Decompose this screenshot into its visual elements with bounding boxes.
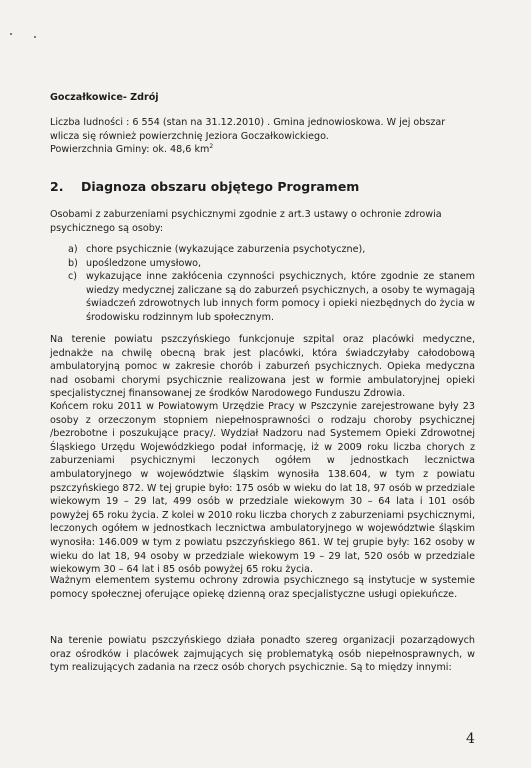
- statistics-paragraph: Końcem roku 2011 w Powiatowym Urzędzie Pracy w Pszczynie zarejestrowane były 23 osoby z orzeczonym stopniem niepełnosprawności o rodzaju choroby psychicznej /bezrobotne i poszukujące pracy/. Wydział Nadzoru nad Systemem Opieki Zdrowotnej Śląskiego Urzędu Wojewódzkiego podał informację, iż w 2009 roku liczba chorych z zaburzeniami psychicznymi leczonych ogółem w jednostkach lecznictwa ambulatoryjnego w województwie śląskim wynosiła 138.604, w tym z powiatu pszczyńskiego 872. W tej grupie było: 175 osób w wieku do lat 18, 97 osób w przedziale wiekowym 19 – 29 lat, 499 osób w przedziale wiekowym 30 – 64 lata i 101 osób powyżej 65 roku życia. Z kolei w 2010 roku liczba chorych z zaburzeniami psychicznymi, leczonych ogółem w jednostkach lecznictwa ambulatoryjnego w województwie śląskim wynosiła: 146.009 w tym z powiatu pszczyńskiego 861. W tej grupie były: 162 osoby w wieku do lat 18, 94 osoby w przedziale wiekowym 19 – 29 lat, 520 osób w przedziale wiekowym 30 – 64 lat i 85 osób powyżej 65 roku życia.: [50, 401, 475, 576]
- list-item: a) chore psychicznie (wykazujące zaburzenia psychotyczne),: [68, 244, 366, 255]
- list-item: c) wykazujące inne zakłócenia czynności psychicznych, które zgodnie ze stanem wiedzy medycznej zaliczane są do zaburzeń psychicznych, a osoby te wymagają świadczeń zdrowotnych lub innych form pomocy i opieki niezbędnych do życia w środowisku rodzinnym lub społecznym.: [68, 271, 475, 323]
- scan-speck: [34, 36, 36, 38]
- page-number: 4: [466, 731, 475, 747]
- list-item: b) upośledzone umysłowo,: [68, 257, 202, 269]
- support-elements-paragraph: Ważnym elementem systemu ochrony zdrowia psychicznego są instytucje w systemie pomocy społecznej oferujące opiekę dzienną oraz specjalistyczne usługi opiekuńcze.: [50, 575, 475, 600]
- disorder-list: [68, 243, 475, 325]
- section-title: Diagnoza obszaru objętego Programem: [81, 179, 360, 194]
- place-population-line: Liczba ludności : 6 554 (stan na 31.12.2010) . Gmina jednowioskowa. W jej obszar: [50, 117, 446, 128]
- scan-speck: [10, 33, 12, 35]
- organizations-paragraph: Na terenie powiatu pszczyńskiego działa ponadto szereg organizacji pozarządowych oraz ośrodków i placówek zajmujących się problematyką osób niepełnosprawnych, w tym realizujących zadania na rzecz osób chorych psychicznie. Są to między innymi:: [50, 635, 475, 674]
- place-info: [50, 116, 475, 157]
- section-heading: [50, 179, 359, 194]
- place-lake-line: wlicza się również powierzchnię Jeziora Goczałkowickiego.: [50, 130, 329, 142]
- section-number: 2.: [50, 179, 64, 194]
- place-title: Goczałkowice- Zdrój: [50, 92, 159, 103]
- place-area-line: Powierzchnia Gminy: ok. 48,6 $km^2$: [50, 143, 214, 156]
- intro-paragraph: Osobami z zaburzeniami psychicznymi zgodnie z art.3 ustawy o ochronie zdrowia psychicznego są osoby:: [50, 209, 442, 234]
- hospital-paragraph: Na terenie powiatu pszczyńskiego funkcjonuje szpital oraz placówki medyczne, jednakże na chwilę obecną brak jest placówki, która świadczyłaby całodobową ambulatoryjną pomoc w zakresie chorób i zaburzeń psychicznych. Opieka medyczna nad osobami chorymi psychicznie realizowana jest w formie ambulatoryjnej opieki specjalistycznej finansowanej ze środków Narodowego Funduszu Zdrowia.: [50, 334, 475, 400]
